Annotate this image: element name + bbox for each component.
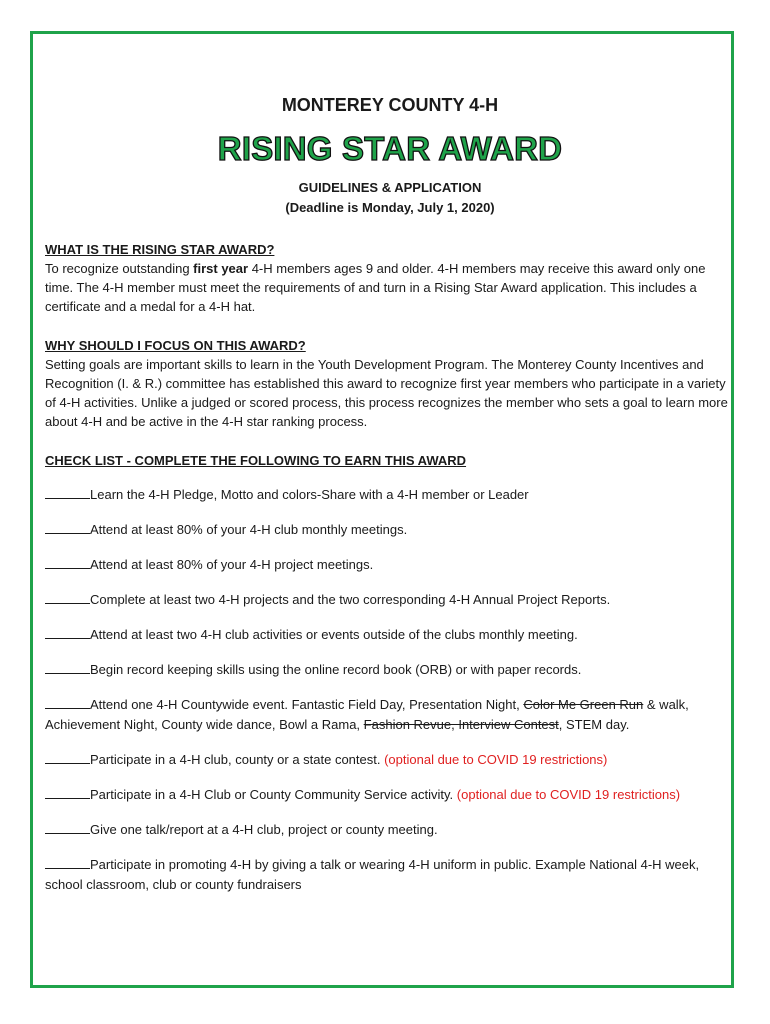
why-section: [45, 336, 735, 431]
what-text-bold: first year: [193, 261, 249, 276]
checkbox-blank[interactable]: [45, 555, 90, 569]
checklist-item: [45, 555, 735, 575]
checklist: [45, 485, 735, 895]
organization-title: MONTEREY COUNTY 4-H: [281, 95, 499, 115]
why-paragraph: Setting goals are important skills to learn in the Youth Development Program. The Monterey County Incentives and Recognition (I. & R.) committee has established this award to recognize first year members who participate in a variety of 4-H activities. Unlike a judged or scored process, this process recognizes the member who sets a goal to learn more about 4-H and be active in the 4-H star ranking process.: [45, 357, 728, 429]
checkbox-blank[interactable]: [45, 820, 90, 834]
item-text: Participate in promoting 4-H by giving a talk or wearing 4-H uniform in public. Example National 4-H week, school classroom, club or county fundraisers: [45, 857, 700, 892]
what-paragraph: [45, 259, 735, 316]
item-text: & walk, Achievement Night, County wide dance, Bowl a Rama,: [45, 697, 689, 732]
struck-text: Color Me Green Run: [523, 697, 644, 712]
checklist-item: [45, 625, 735, 645]
item-text: Attend one 4-H Countywide event. Fantastic Field Day, Presentation Night,: [90, 697, 524, 712]
item-text: Give one talk/report at a 4-H club, project or county meeting.: [90, 822, 438, 837]
checklist-heading: CHECK LIST - COMPLETE THE FOLLOWING TO EARN THIS AWARD: [45, 453, 467, 468]
item-text: Learn the 4-H Pledge, Motto and colors-Share with a 4-H member or Leader: [90, 487, 529, 502]
document-body: [45, 95, 735, 895]
checklist-item: [45, 520, 735, 540]
what-heading: WHAT IS THE RISING STAR AWARD?: [45, 242, 275, 257]
checklist-item: [45, 855, 735, 895]
checkbox-blank[interactable]: [45, 785, 90, 799]
checklist-item: [45, 695, 735, 735]
item-text: Participate in a 4-H club, county or a state contest.: [90, 752, 385, 767]
item-text: Attend at least 80% of your 4-H club monthly meetings.: [90, 522, 408, 537]
what-text-start: To recognize outstanding: [45, 261, 194, 276]
checkbox-blank[interactable]: [45, 485, 90, 499]
checkbox-blank[interactable]: [45, 855, 90, 869]
item-text: Participate in a 4-H Club or County Community Service activity.: [90, 787, 457, 802]
checklist-item: [45, 785, 735, 805]
checklist-item: [45, 485, 735, 505]
why-heading: WHY SHOULD I FOCUS ON THIS AWARD?: [45, 338, 306, 353]
subtitle: GUIDELINES & APPLICATION: [298, 180, 482, 195]
checklist-item: [45, 660, 735, 680]
checkbox-blank[interactable]: [45, 660, 90, 674]
item-text: , STEM day.: [558, 717, 630, 732]
struck-text: Fashion Revue, Interview Contest: [363, 717, 559, 732]
deadline: (Deadline is Monday, July 1, 2020): [285, 200, 495, 215]
checkbox-blank[interactable]: [45, 520, 90, 534]
checkbox-blank[interactable]: [45, 750, 90, 764]
what-text-end: 4-H members ages 9 and older. 4-H members may receive this award only one time. The 4-H member must meet the requirements of and turn in a Rising Star Award application. This includes a certificate and a medal for a 4-H hat.: [45, 261, 706, 314]
item-text: Begin record keeping skills using the online record book (ORB) or with paper records.: [90, 662, 582, 677]
award-title: RISING STAR AWARD: [217, 130, 563, 167]
checkbox-blank[interactable]: [45, 590, 90, 604]
item-text: Attend at least two 4-H club activities or events outside of the clubs monthly meeting.: [90, 627, 578, 642]
item-text: Attend at least 80% of your 4-H project meetings.: [90, 557, 374, 572]
optional-note: (optional due to COVID 19 restrictions): [384, 752, 608, 767]
optional-note: (optional due to COVID 19 restrictions): [456, 787, 681, 802]
checklist-item: [45, 820, 735, 840]
what-section: [45, 240, 735, 316]
checklist-item: [45, 750, 735, 770]
checkbox-blank[interactable]: [45, 625, 90, 639]
checklist-item: [45, 590, 735, 610]
item-text: Complete at least two 4-H projects and the two corresponding 4-H Annual Project Reports.: [90, 592, 611, 607]
checkbox-blank[interactable]: [45, 695, 90, 709]
